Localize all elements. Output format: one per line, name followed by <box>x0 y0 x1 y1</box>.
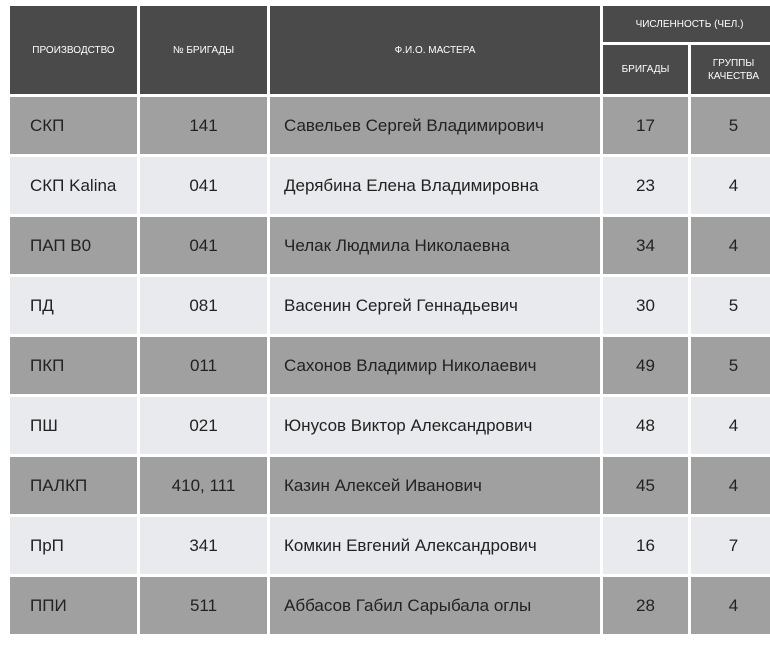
cell-brigade-count: 45 <box>603 457 688 514</box>
cell-master-name: Аббасов Габил Сарыбала оглы <box>270 577 600 634</box>
cell-master-name: Казин Алексей Иванович <box>270 457 600 514</box>
cell-master-name: Комкин Евгений Александрович <box>270 517 600 574</box>
cell-brigade-count: 23 <box>603 157 688 214</box>
cell-production: СКП Kalina <box>10 157 137 214</box>
cell-brigade-count: 48 <box>603 397 688 454</box>
header-production: ПРОИЗВОДСТВО <box>10 6 137 94</box>
cell-master-name: Челак Людмила Николаевна <box>270 217 600 274</box>
cell-brigade-number: 041 <box>140 217 267 274</box>
cell-brigade-count: 49 <box>603 337 688 394</box>
cell-master-name: Савельев Сергей Владимирович <box>270 97 600 154</box>
cell-quality-count: 5 <box>691 337 770 394</box>
table-header <box>10 6 770 94</box>
header-brigade-count: БРИГАДЫ <box>603 45 688 94</box>
cell-brigade-count: 30 <box>603 277 688 334</box>
table-row <box>10 517 770 574</box>
table-row <box>10 277 770 334</box>
cell-quality-count: 4 <box>691 397 770 454</box>
cell-production: СКП <box>10 97 137 154</box>
cell-production: ПКП <box>10 337 137 394</box>
table-row <box>10 577 770 634</box>
brigades-table <box>7 3 770 637</box>
table-row <box>10 457 770 514</box>
header-master-name: Ф.И.О. МАСТЕРА <box>270 6 600 94</box>
table-row <box>10 397 770 454</box>
table-row <box>10 337 770 394</box>
cell-brigade-count: 28 <box>603 577 688 634</box>
cell-brigade-number: 081 <box>140 277 267 334</box>
table-body <box>10 97 770 634</box>
cell-brigade-number: 141 <box>140 97 267 154</box>
cell-quality-count: 5 <box>691 277 770 334</box>
cell-quality-count: 5 <box>691 97 770 154</box>
table-row <box>10 157 770 214</box>
table-row <box>10 217 770 274</box>
cell-brigade-number: 410, 111 <box>140 457 267 514</box>
cell-production: ПрП <box>10 517 137 574</box>
cell-quality-count: 4 <box>691 577 770 634</box>
cell-brigade-count: 34 <box>603 217 688 274</box>
cell-quality-count: 7 <box>691 517 770 574</box>
header-brigade-number: № БРИГАДЫ <box>140 6 267 94</box>
cell-master-name: Васенин Сергей Геннадьевич <box>270 277 600 334</box>
cell-brigade-number: 021 <box>140 397 267 454</box>
cell-quality-count: 4 <box>691 157 770 214</box>
header-quality-groups: ГРУППЫ КАЧЕСТВА <box>691 45 770 94</box>
cell-production: ПД <box>10 277 137 334</box>
cell-brigade-number: 341 <box>140 517 267 574</box>
cell-production: ППИ <box>10 577 137 634</box>
cell-brigade-number: 511 <box>140 577 267 634</box>
cell-quality-count: 4 <box>691 217 770 274</box>
cell-master-name: Дерябина Елена Владимировна <box>270 157 600 214</box>
header-headcount: ЧИСЛЕННОСТЬ (ЧЕЛ.) <box>603 6 770 42</box>
cell-production: ПШ <box>10 397 137 454</box>
table-row <box>10 97 770 154</box>
cell-production: ПАЛКП <box>10 457 137 514</box>
cell-brigade-number: 011 <box>140 337 267 394</box>
cell-quality-count: 4 <box>691 457 770 514</box>
cell-brigade-number: 041 <box>140 157 267 214</box>
cell-production: ПАП В0 <box>10 217 137 274</box>
cell-brigade-count: 17 <box>603 97 688 154</box>
cell-brigade-count: 16 <box>603 517 688 574</box>
cell-master-name: Сахонов Владимир Николаевич <box>270 337 600 394</box>
cell-master-name: Юнусов Виктор Александрович <box>270 397 600 454</box>
